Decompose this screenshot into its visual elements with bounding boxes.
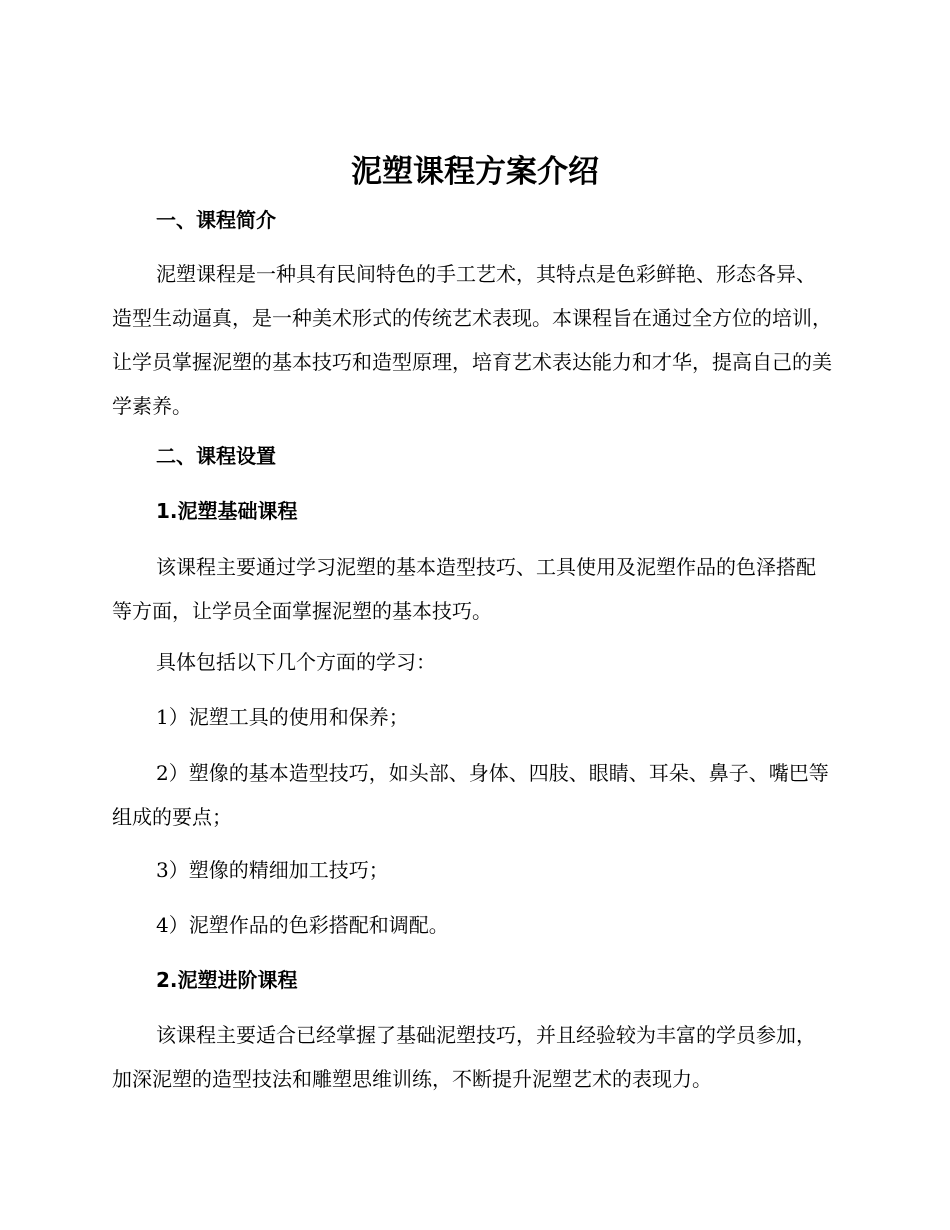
course-heading-basic: 1.泥塑基础课程 (156, 499, 298, 523)
basic-course-intro: 具体包括以下几个方面的学习： (156, 650, 436, 674)
intro-paragraph: 泥塑课程是一种具有民间特色的手工艺术，其特点是色彩鲜艳、形态各异、造型生动逼真，是一种美术形式的传统艺术表现。本课程旨在通过全方位的培训，让学员掌握泥塑的基本技巧和造型原理，培育艺术表达能力和才华，提高自己的美学素养。 (112, 262, 832, 418)
advanced-course-paragraph: 该课程主要适合已经掌握了基础泥塑技巧，并且经验较为丰富的学员参加，加深泥塑的造型技法和雕塑思维训练，不断提升泥塑艺术的表现力。 (112, 1023, 816, 1091)
basic-course-paragraph: 该课程主要通过学习泥塑的基本造型技巧、工具使用及泥塑作品的色泽搭配等方面，让学员全面掌握泥塑的基本技巧。 (112, 555, 816, 623)
document-title: 泥塑课程方案介绍 (351, 154, 599, 190)
course-heading-advanced: 2.泥塑进阶课程 (156, 968, 298, 992)
section-heading-intro: 一、课程简介 (156, 208, 276, 232)
list-item: 4）泥塑作品的色彩搭配和调配。 (156, 913, 449, 937)
list-item: 2）塑像的基本造型技巧，如头部、身体、四肢、眼睛、耳朵、鼻子、嘴巴等组成的要点； (112, 761, 829, 829)
section-heading-setup: 二、课程设置 (156, 444, 276, 468)
list-item: 3）塑像的精细加工技巧； (156, 858, 389, 882)
list-item: 1）泥塑工具的使用和保养； (156, 705, 409, 729)
